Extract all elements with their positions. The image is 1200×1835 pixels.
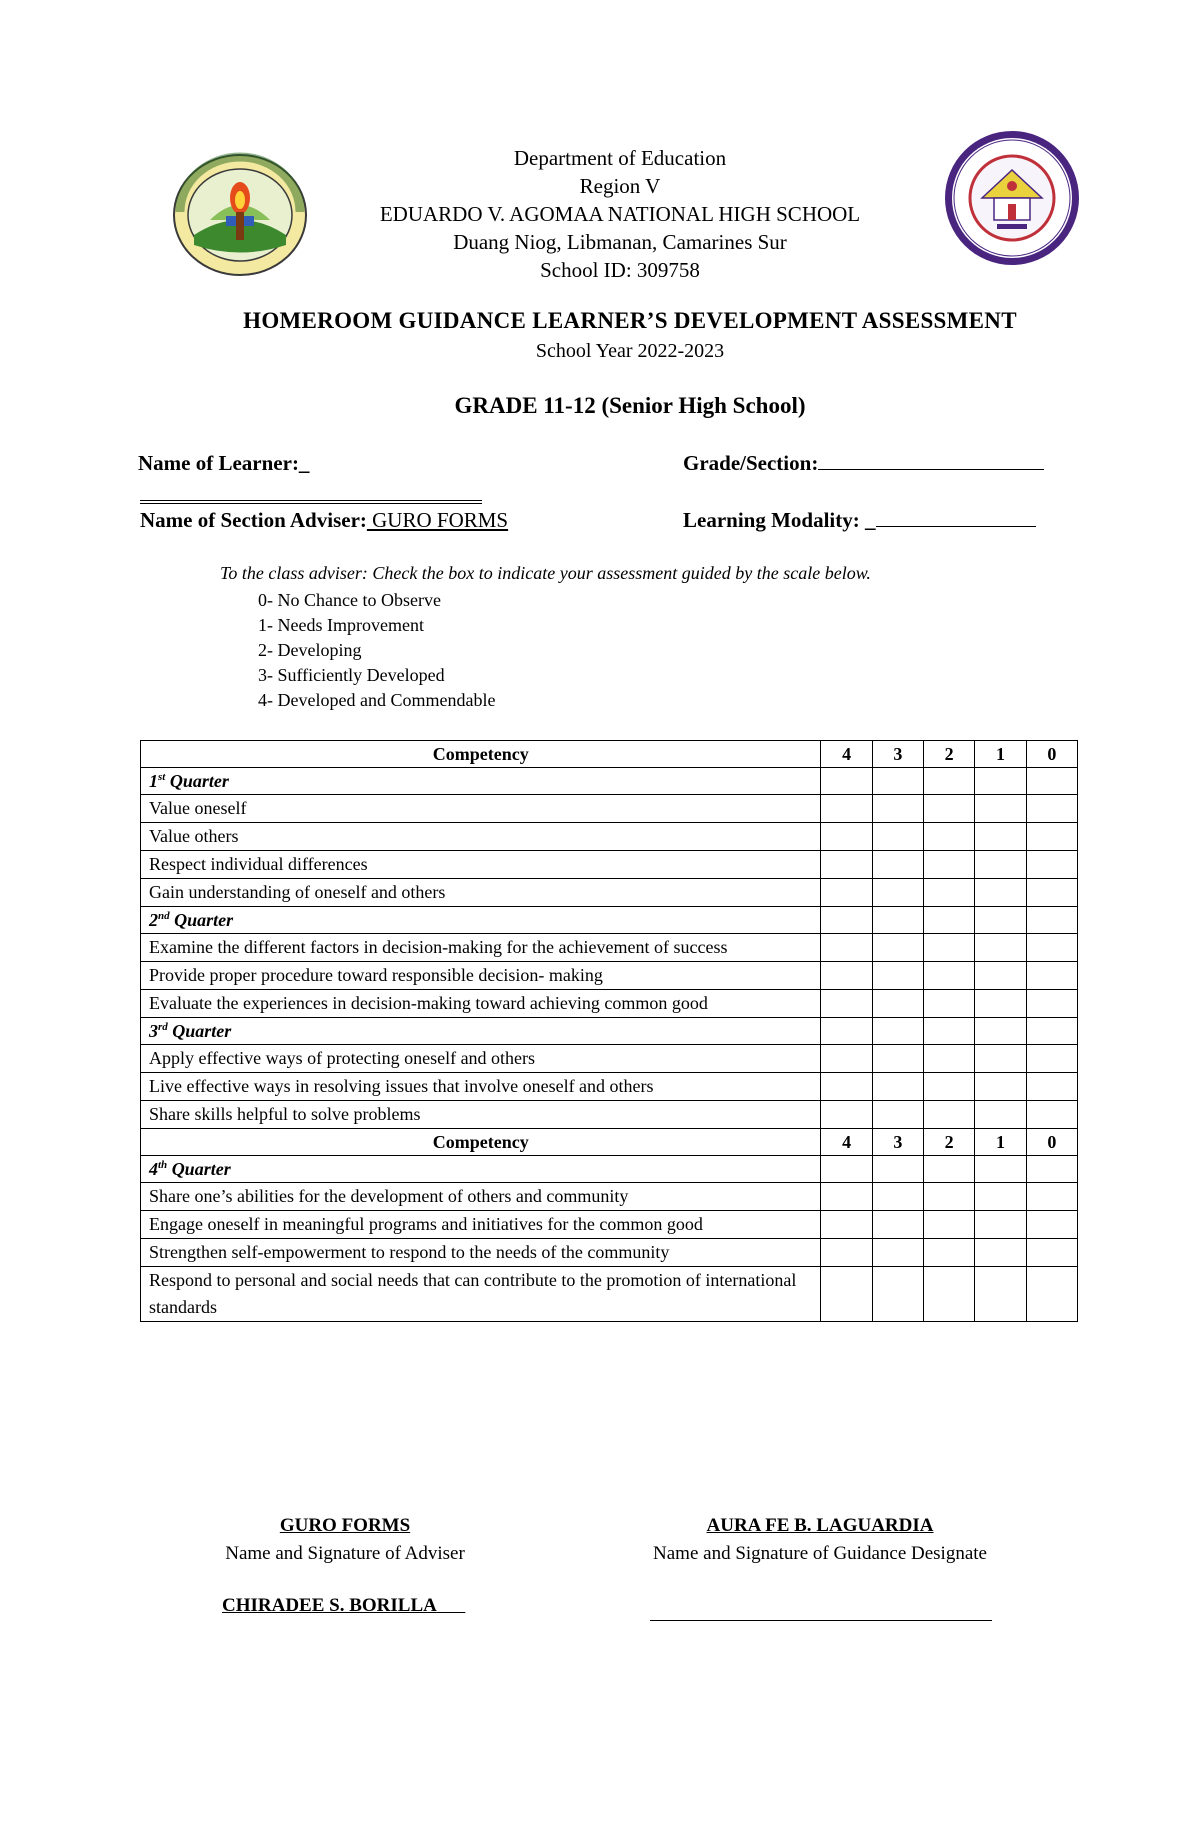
checkbox-cell[interactable] <box>924 1018 975 1045</box>
region-name: Region V <box>579 174 661 198</box>
checkbox-cell[interactable] <box>821 907 872 934</box>
checkbox-cell[interactable] <box>975 907 1026 934</box>
blank-signature-line[interactable] <box>650 1620 992 1621</box>
learning-modality-blank <box>876 525 1036 527</box>
competency-header-repeat: Competency <box>141 1129 821 1156</box>
checkbox-cell[interactable] <box>924 768 975 795</box>
checkbox-cell[interactable] <box>872 851 923 879</box>
learner-name-line <box>140 500 482 501</box>
checkbox-cell[interactable] <box>975 879 1026 907</box>
learning-modality-label: Learning Modality: _ <box>683 508 876 532</box>
checkbox-cell[interactable] <box>1026 990 1077 1018</box>
checkbox-cell[interactable] <box>924 1156 975 1183</box>
adviser-name: GURO FORMS <box>279 1515 411 1536</box>
competency-header: Competency <box>141 741 821 768</box>
checkbox-cell[interactable] <box>924 934 975 962</box>
school-name: EDUARDO V. AGOMAA NATIONAL HIGH SCHOOL <box>379 202 861 226</box>
checkbox-cell[interactable] <box>975 1045 1026 1073</box>
score-2-header: 2 <box>924 741 975 768</box>
quarter-3-row <box>141 1018 1078 1045</box>
checkbox-cell[interactable] <box>924 1239 975 1267</box>
quarter-1-label <box>141 768 821 795</box>
score-4-header: 4 <box>821 741 872 768</box>
checkbox-cell[interactable] <box>872 907 923 934</box>
department-name: Department of Education <box>513 146 727 170</box>
scale-item: 0- No Chance to Observe <box>258 590 441 610</box>
score-1-header-repeat: 1 <box>975 1129 1026 1156</box>
competency-text: Value others <box>141 823 821 851</box>
competency-text: Provide proper procedure toward responsible decision- making <box>141 962 821 990</box>
checkbox-cell[interactable] <box>1026 1018 1077 1045</box>
competency-text: Live effective ways in resolving issues that involve oneself and others <box>141 1073 821 1101</box>
checkbox-cell[interactable] <box>1026 1073 1077 1101</box>
checkbox-cell[interactable] <box>1026 1101 1077 1129</box>
school-year: School Year 2022-2023 <box>535 340 725 362</box>
checkbox-cell[interactable] <box>975 1211 1026 1239</box>
checkbox-cell[interactable] <box>975 1156 1026 1183</box>
rating-scale <box>258 588 495 713</box>
checkbox-cell[interactable] <box>1026 1239 1077 1267</box>
checkbox-cell[interactable] <box>1026 1211 1077 1239</box>
competency-text: Gain understanding of oneself and others <box>141 879 821 907</box>
checkbox-cell[interactable] <box>1026 879 1077 907</box>
quarter-3-num: 3 <box>149 1021 158 1041</box>
checkbox-cell[interactable] <box>872 1156 923 1183</box>
division-seal-logo <box>170 150 310 280</box>
checkbox-cell[interactable] <box>821 962 872 990</box>
checkbox-cell[interactable] <box>975 1239 1026 1267</box>
learner-name-label: Name of Learner:_ <box>138 451 310 475</box>
checkbox-cell[interactable] <box>821 1101 872 1129</box>
checkbox-cell[interactable] <box>924 1101 975 1129</box>
table-row <box>141 1073 1078 1101</box>
table-row <box>141 1211 1078 1239</box>
checkbox-cell[interactable] <box>872 1073 923 1101</box>
school-id: School ID: 309758 <box>540 258 700 282</box>
checkbox-cell[interactable] <box>821 1239 872 1267</box>
school-seal-logo <box>942 128 1082 268</box>
checkbox-cell[interactable] <box>872 823 923 851</box>
learning-modality-field[interactable] <box>683 508 1036 533</box>
table-row <box>141 1045 1078 1073</box>
checkbox-cell[interactable] <box>872 1239 923 1267</box>
competency-text: Share one’s abilities for the development of others and community <box>141 1183 821 1211</box>
table-row <box>141 1239 1078 1267</box>
table-row <box>141 795 1078 823</box>
checkbox-cell[interactable] <box>872 1267 923 1322</box>
checkbox-cell[interactable] <box>821 1156 872 1183</box>
quarter-3-text: Quarter <box>167 1021 232 1041</box>
checkbox-cell[interactable] <box>821 1045 872 1073</box>
checkbox-cell[interactable] <box>924 990 975 1018</box>
checkbox-cell[interactable] <box>821 879 872 907</box>
adviser-signature-block <box>200 1512 490 1568</box>
score-3-header: 3 <box>872 741 923 768</box>
score-3-header-repeat: 3 <box>872 1129 923 1156</box>
quarter-2-sup: nd <box>158 910 170 922</box>
checkbox-cell[interactable] <box>975 1073 1026 1101</box>
scale-item: 3- Sufficiently Developed <box>258 665 445 685</box>
score-4-header-repeat: 4 <box>821 1129 872 1156</box>
score-1-header: 1 <box>975 741 1026 768</box>
checkbox-cell[interactable] <box>872 962 923 990</box>
table-row <box>141 823 1078 851</box>
adviser-role: Name and Signature of Adviser <box>225 1543 465 1564</box>
quarter-1-sup: st <box>158 771 166 783</box>
guidance-role: Name and Signature of Guidance Designate <box>653 1543 987 1564</box>
table-row <box>141 879 1078 907</box>
checkbox-cell[interactable] <box>975 823 1026 851</box>
checkbox-cell[interactable] <box>924 1073 975 1101</box>
table-row <box>141 1101 1078 1129</box>
table-header-row <box>141 741 1078 768</box>
checkbox-cell[interactable] <box>924 851 975 879</box>
third-signature-underline <box>437 1595 466 1616</box>
table-row <box>141 1267 1078 1322</box>
checkbox-cell[interactable] <box>924 795 975 823</box>
checkbox-cell[interactable] <box>1026 768 1077 795</box>
table-row <box>141 990 1078 1018</box>
checkbox-cell[interactable] <box>975 851 1026 879</box>
score-2-header-repeat: 2 <box>924 1129 975 1156</box>
checkbox-cell[interactable] <box>1026 1183 1077 1211</box>
checkbox-cell[interactable] <box>1026 1267 1077 1322</box>
checkbox-cell[interactable] <box>821 768 872 795</box>
checkbox-cell[interactable] <box>1026 795 1077 823</box>
competency-text: Apply effective ways of protecting oneself and others <box>141 1045 821 1073</box>
quarter-1-text: Quarter <box>165 771 229 791</box>
checkbox-cell[interactable] <box>821 1073 872 1101</box>
checkbox-cell[interactable] <box>924 1045 975 1073</box>
grade-section-label: Grade/Section: <box>683 451 819 475</box>
scale-item: 2- Developing <box>258 640 362 660</box>
checkbox-cell[interactable] <box>821 1267 872 1322</box>
checkbox-cell[interactable] <box>975 934 1026 962</box>
competency-text: Examine the different factors in decision-making for the achievement of success <box>141 934 821 962</box>
quarter-2-num: 2 <box>149 910 158 930</box>
section-adviser-value: GURO FORMS <box>366 508 509 532</box>
table-row <box>141 851 1078 879</box>
quarter-2-row <box>141 907 1078 934</box>
third-signature-name: CHIRADEE S. BORILLA <box>222 1595 437 1616</box>
checkbox-cell[interactable] <box>872 1045 923 1073</box>
grade-section-field[interactable] <box>683 451 1044 476</box>
checkbox-cell[interactable] <box>821 934 872 962</box>
document-title: HOMEROOM GUIDANCE LEARNER’S DEVELOPMENT ASSESSMENT <box>243 308 1017 333</box>
competency-text: Value oneself <box>141 795 821 823</box>
checkbox-cell[interactable] <box>821 795 872 823</box>
checkbox-cell[interactable] <box>975 1183 1026 1211</box>
checkbox-cell[interactable] <box>924 879 975 907</box>
third-signature <box>222 1595 465 1617</box>
checkbox-cell[interactable] <box>872 1018 923 1045</box>
quarter-2-text: Quarter <box>169 910 234 930</box>
checkbox-cell[interactable] <box>821 990 872 1018</box>
table-row <box>141 1183 1078 1211</box>
scale-item: 1- Needs Improvement <box>258 615 424 635</box>
checkbox-cell[interactable] <box>821 1211 872 1239</box>
section-adviser-label: Name of Section Adviser: <box>140 508 367 532</box>
checkbox-cell[interactable] <box>975 990 1026 1018</box>
table-row <box>141 962 1078 990</box>
checkbox-cell[interactable] <box>872 1183 923 1211</box>
learner-name-field[interactable] <box>138 451 309 476</box>
checkbox-cell[interactable] <box>924 907 975 934</box>
competency-text: Respond to personal and social needs that can contribute to the promotion of international standards <box>141 1267 821 1322</box>
checkbox-cell[interactable] <box>975 1267 1026 1322</box>
score-0-header: 0 <box>1026 741 1077 768</box>
checkbox-cell[interactable] <box>821 1018 872 1045</box>
checkbox-cell[interactable] <box>924 823 975 851</box>
checkbox-cell[interactable] <box>1026 823 1077 851</box>
instruction-text: To the class adviser: Check the box to indicate your assessment guided by the scale below. <box>220 563 871 583</box>
competency-text: Share skills helpful to solve problems <box>141 1101 821 1129</box>
grade-title: GRADE 11-12 (Senior High School) <box>454 393 806 418</box>
grade-section-blank <box>818 468 1044 470</box>
quarter-3-sup: rd <box>158 1021 168 1033</box>
checkbox-cell[interactable] <box>872 879 923 907</box>
checkbox-cell[interactable] <box>924 1183 975 1211</box>
quarter-1-num: 1 <box>149 771 158 791</box>
checkbox-cell[interactable] <box>821 823 872 851</box>
competency-text: Strengthen self-empowerment to respond to the needs of the community <box>141 1239 821 1267</box>
checkbox-cell[interactable] <box>1026 851 1077 879</box>
checkbox-cell[interactable] <box>924 962 975 990</box>
checkbox-cell[interactable] <box>975 1018 1026 1045</box>
checkbox-cell[interactable] <box>872 1211 923 1239</box>
quarter-4-sup: th <box>158 1159 168 1171</box>
section-adviser-field[interactable] <box>140 508 508 533</box>
table-header-row-repeat <box>141 1129 1078 1156</box>
quarter-4-num: 4 <box>149 1159 158 1179</box>
checkbox-cell[interactable] <box>1026 934 1077 962</box>
checkbox-cell[interactable] <box>924 1211 975 1239</box>
checkbox-cell[interactable] <box>872 990 923 1018</box>
quarter-4-label <box>141 1156 821 1183</box>
quarter-4-text: Quarter <box>167 1159 231 1179</box>
school-header <box>300 144 940 284</box>
score-0-header-repeat: 0 <box>1026 1129 1077 1156</box>
checkbox-cell[interactable] <box>872 1101 923 1129</box>
quarter-4-row <box>141 1156 1078 1183</box>
checkbox-cell[interactable] <box>1026 907 1077 934</box>
competency-text: Engage oneself in meaningful programs and initiatives for the common good <box>141 1211 821 1239</box>
learner-name-line-2 <box>140 503 482 504</box>
scale-item: 4- Developed and Commendable <box>258 690 496 710</box>
checkbox-cell[interactable] <box>872 934 923 962</box>
competency-text: Respect individual differences <box>141 851 821 879</box>
checkbox-cell[interactable] <box>872 768 923 795</box>
checkbox-cell[interactable] <box>924 1267 975 1322</box>
checkbox-cell[interactable] <box>1026 1156 1077 1183</box>
checkbox-cell[interactable] <box>975 768 1026 795</box>
checkbox-cell[interactable] <box>1026 1045 1077 1073</box>
guidance-name: AURA FE B. LAGUARDIA <box>706 1515 934 1536</box>
checkbox-cell[interactable] <box>821 851 872 879</box>
checkbox-cell[interactable] <box>872 795 923 823</box>
checkbox-cell[interactable] <box>821 1183 872 1211</box>
table-row <box>141 934 1078 962</box>
checkbox-cell[interactable] <box>1026 962 1077 990</box>
competency-text: Evaluate the experiences in decision-making toward achieving common good <box>141 990 821 1018</box>
school-address: Duang Niog, Libmanan, Camarines Sur <box>453 230 787 254</box>
checkbox-cell[interactable] <box>975 1101 1026 1129</box>
quarter-3-label <box>141 1018 821 1045</box>
checkbox-cell[interactable] <box>975 795 1026 823</box>
checkbox-cell[interactable] <box>975 962 1026 990</box>
quarter-2-label <box>141 907 821 934</box>
quarter-1-row <box>141 768 1078 795</box>
competency-table <box>140 740 1078 1322</box>
guidance-signature-block <box>620 1512 1020 1568</box>
